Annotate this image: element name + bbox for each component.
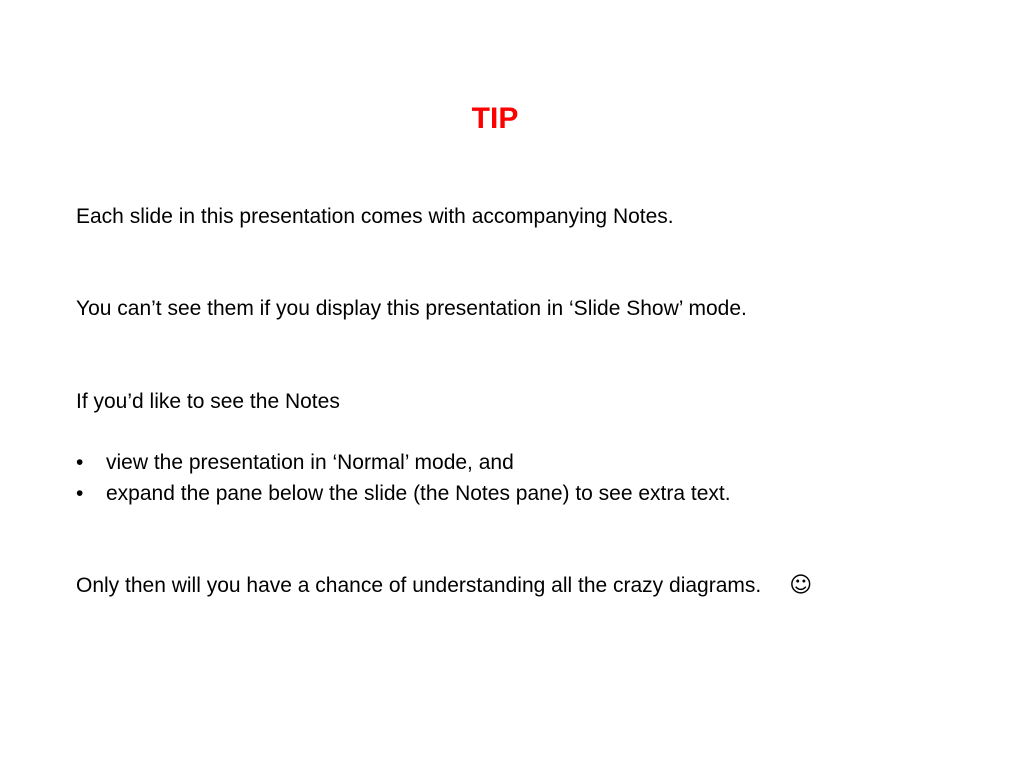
list-item <box>76 450 514 476</box>
paragraph-see-notes: If you’d like to see the Notes <box>76 390 340 413</box>
smiley-icon: ☺ <box>789 573 813 598</box>
bullet-marker: • <box>76 451 84 474</box>
bullet-text: view the presentation in ‘Normal’ mode, and <box>106 451 514 474</box>
closing-text: Only then will you have a chance of understanding all the crazy diagrams. <box>76 574 762 597</box>
paragraph-notes-intro: Each slide in this presentation comes with accompanying Notes. <box>76 205 674 228</box>
bullet-text: expand the pane below the slide (the Notes pane) to see extra text. <box>106 482 731 505</box>
paragraph-closing <box>76 573 812 599</box>
bullet-marker: • <box>76 482 84 505</box>
paragraph-slide-show-warning: You can’t see them if you display this presentation in ‘Slide Show’ mode. <box>76 297 747 320</box>
slide-title: TIP <box>471 102 519 135</box>
list-item <box>76 481 731 507</box>
